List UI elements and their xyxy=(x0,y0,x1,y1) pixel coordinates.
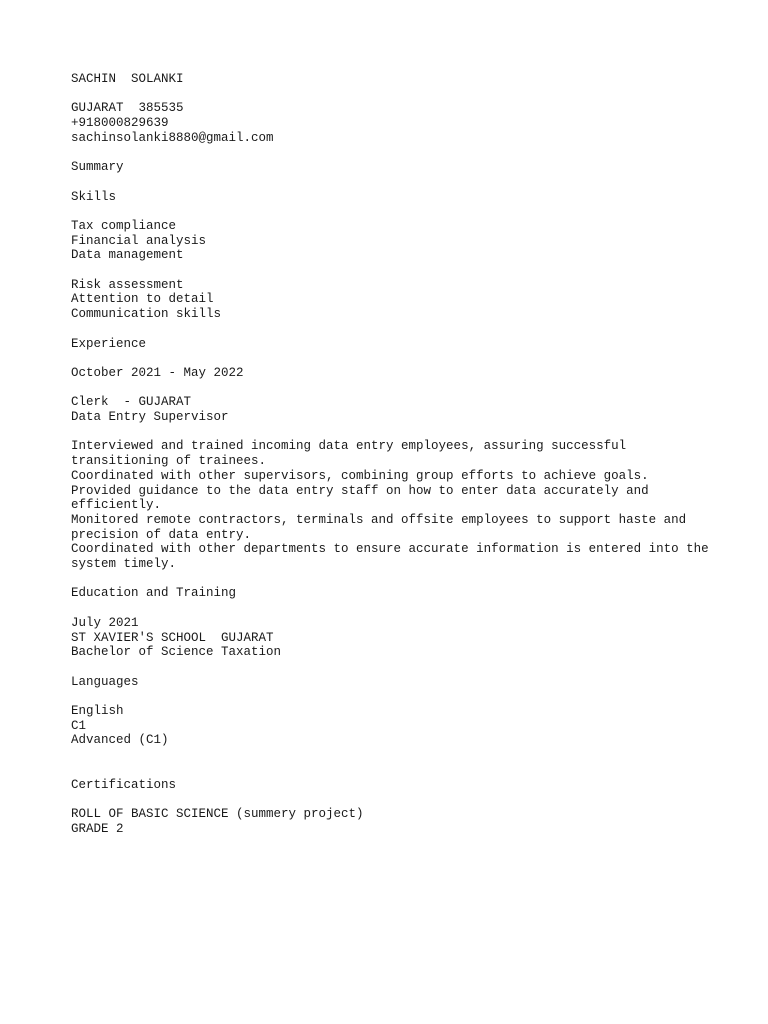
experience-heading: Experience xyxy=(71,336,147,351)
spacer xyxy=(71,572,711,587)
skill-item: Data management xyxy=(71,248,184,263)
phone: +918000829639 xyxy=(71,116,169,131)
skill-item: Risk assessment xyxy=(71,277,184,292)
experience-bullet: Coordinated with other supervisors, combining group efforts to achieve goals. xyxy=(71,468,649,483)
spacer xyxy=(71,689,711,704)
spacer xyxy=(71,660,711,675)
spacer xyxy=(71,748,711,777)
email: sachinsolanki8880@gmail.com xyxy=(71,130,274,145)
resume-document xyxy=(71,72,717,836)
experience-bullet: Interviewed and trained incoming data entry employees, assuring successful transitioning of trainees. xyxy=(71,439,634,469)
spacer xyxy=(71,322,711,337)
languages-heading: Languages xyxy=(71,674,139,689)
language-level: Advanced (C1) xyxy=(71,733,169,748)
spacer xyxy=(71,204,711,219)
spacer xyxy=(71,146,711,161)
summary-heading: Summary xyxy=(71,160,124,175)
experience-bullet: Provided guidance to the data entry staff on how to enter data accurately and efficiently. xyxy=(71,483,657,513)
certification-grade: GRADE 2 xyxy=(71,821,124,836)
spacer xyxy=(71,792,711,807)
experience-bullet: Coordinated with other departments to ensure accurate information is entered into the system timely. xyxy=(71,542,717,572)
education-degree: Bachelor of Science Taxation xyxy=(71,645,282,660)
education-school: ST XAVIER'S SCHOOL GUJARAT xyxy=(71,630,274,645)
skill-item: Attention to detail xyxy=(71,292,214,307)
spacer xyxy=(71,425,711,440)
language-name: English xyxy=(71,704,124,719)
spacer xyxy=(71,87,711,102)
spacer xyxy=(71,263,711,278)
education-heading: Education and Training xyxy=(71,586,237,601)
skill-item: Tax compliance xyxy=(71,218,177,233)
certifications-heading: Certifications xyxy=(71,777,177,792)
candidate-name: SACHIN SOLANKI xyxy=(71,72,184,86)
language-level-code: C1 xyxy=(71,718,87,733)
spacer xyxy=(71,381,711,396)
spacer xyxy=(71,175,711,190)
experience-title: Data Entry Supervisor xyxy=(71,410,229,425)
certification-name: ROLL OF BASIC SCIENCE (summery project) xyxy=(71,806,364,821)
experience-bullet: Monitored remote contractors, terminals and offsite employees to support haste and precision of data entry. xyxy=(71,512,694,542)
spacer xyxy=(71,601,711,616)
skill-item: Financial analysis xyxy=(71,233,207,248)
skill-item: Communication skills xyxy=(71,307,222,322)
address: GUJARAT 385535 xyxy=(71,101,184,116)
spacer xyxy=(71,351,711,366)
education-date: July 2021 xyxy=(71,615,139,630)
experience-employer: Clerk - GUJARAT xyxy=(71,395,192,410)
skills-heading: Skills xyxy=(71,189,117,204)
experience-dates: October 2021 - May 2022 xyxy=(71,365,244,380)
